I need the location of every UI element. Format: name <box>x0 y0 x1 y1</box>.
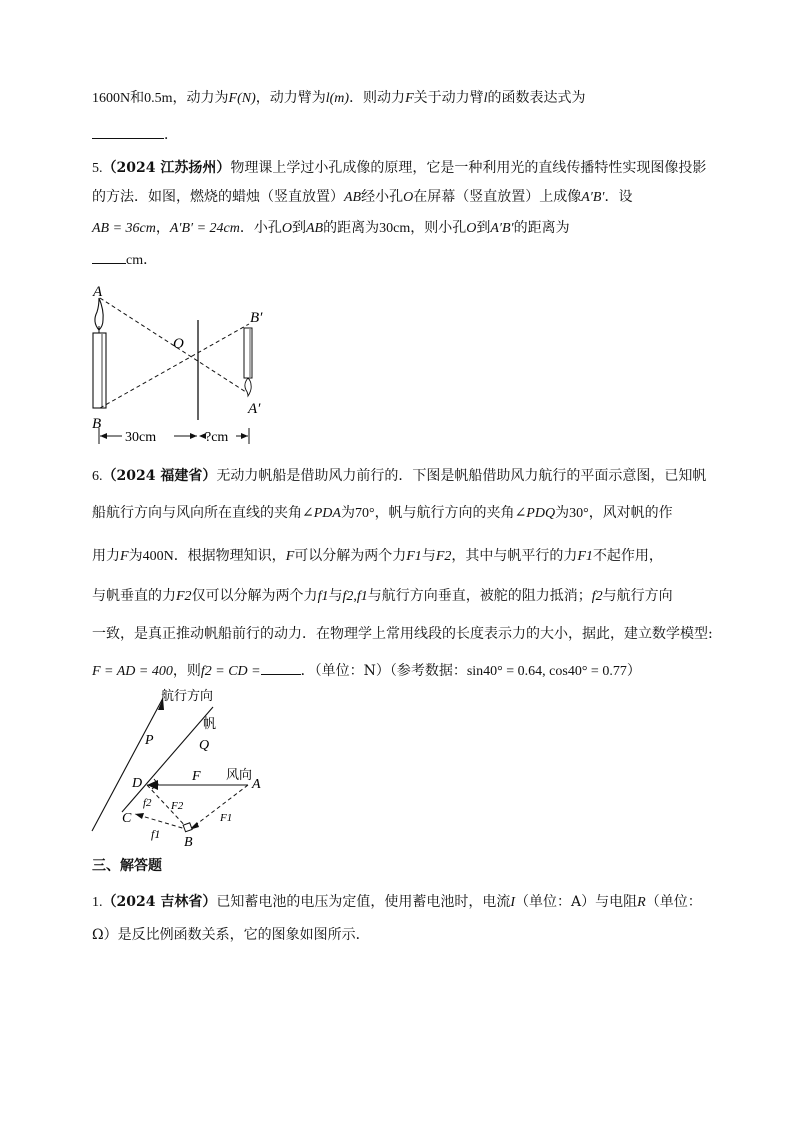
label-O: O <box>173 336 184 352</box>
label-A-prime: A′ <box>248 401 261 417</box>
candle-flame <box>95 298 103 330</box>
q5-line4: cm． <box>92 249 157 271</box>
q5-answer-blank[interactable] <box>92 249 126 264</box>
q6-line3: 用力F为400N．根据物理知识，F可以分解为两个力F1与F2，其中与帆平行的力F1不起作用， <box>92 548 663 564</box>
label-B: B <box>184 835 193 850</box>
label-f1: f1 <box>151 827 161 841</box>
sail-line <box>122 707 213 812</box>
dim-arrow-right <box>241 433 248 439</box>
q5-pinhole-figure <box>88 282 288 457</box>
section-3-title: 三、解答题 <box>92 858 162 874</box>
q6-line5: 一致，是真正推动帆船前行的动力．在物理学上常用线段的长度表示力的大小，据此，建立数学模型: <box>92 626 713 642</box>
label-wind: 风向 <box>226 768 253 783</box>
label-P: P <box>145 733 154 748</box>
q6-line2: 船航行方向与风向所在直线的夹角∠PDA为70°，帆与航行方向的夹角∠PDQ为30°，风对帆的作 <box>92 505 673 521</box>
dim-label-30cm: 30cm <box>125 430 157 445</box>
q6-line4: 与帆垂直的力F2仅可以分解为两个力f1与f2,f1与航行方向垂直，被舵的阻力抵消；f2与航行方向 <box>92 588 673 604</box>
label-C: C <box>122 811 132 826</box>
label-B: B <box>92 416 102 432</box>
dim-arrow-left <box>100 433 107 439</box>
label-B-prime: B′ <box>250 310 263 326</box>
q4-line1: 1600N和0.5m，动力为F(N)，动力臂为l(m)．则动力F关于动力臂l的函数表达式为 <box>92 90 586 106</box>
q5-line1: 5.（2024 江苏扬州）物理课上学过小孔成像的原理，它是一种利用光的直线传播特性实现图像投影 <box>92 160 707 176</box>
force-F1-line <box>189 785 248 830</box>
label-sail: 帆 <box>203 717 217 732</box>
q6-sail-figure <box>88 688 288 858</box>
q4-line2: ． <box>92 124 178 145</box>
label-f2: f2 <box>143 797 152 809</box>
dim-label-qcm: ?cm <box>205 430 229 445</box>
label-Q: Q <box>199 738 210 753</box>
dim-arrow-mid-right <box>190 433 197 439</box>
candle-body <box>93 333 106 408</box>
label-heading: 航行方向 <box>161 689 214 704</box>
force-f1-arrow <box>135 813 144 819</box>
label-A: A <box>252 777 261 792</box>
q6-answer-blank[interactable] <box>261 660 301 675</box>
q5-line3: AB = 36cm，A′B′ = 24cm．小孔O到AB的距离为30cm，则小孔O到A′B′的距离为 <box>92 220 570 236</box>
label-F2: F2 <box>171 800 184 812</box>
s3q1-line2: Ω）是反比例函数关系，它的图象如图所示． <box>92 927 370 943</box>
image-flame <box>245 378 251 396</box>
q6-line1: 6.（2024 福建省）无动力帆船是借助风力前行的．下图是帆船借助风力航行的平面示意图，已知帆 <box>92 468 707 484</box>
label-F1: F1 <box>220 812 233 824</box>
right-angle-B <box>183 823 192 832</box>
q6-line6: F = AD = 400，则f2 = CD = ．（单位：N）（参考数据：sin40° = 0.64, cos40° = 0.77） <box>92 660 641 682</box>
q5-line2: 的方法．如图，燃烧的蜡烛（竖直放置）AB经小孔O在屏幕（竖直放置）上成像A′B′．设 <box>92 189 633 205</box>
label-A: A <box>93 284 103 300</box>
s3q1-line1: 1.（2024 吉林省）已知蓄电池的电压为定值，使用蓄电池时，电流I（单位：A）与电阻R（单位： <box>92 894 702 910</box>
q4-answer-blank[interactable] <box>92 124 164 139</box>
label-F: F <box>192 769 201 784</box>
label-D: D <box>132 776 143 791</box>
image-body <box>244 328 252 378</box>
